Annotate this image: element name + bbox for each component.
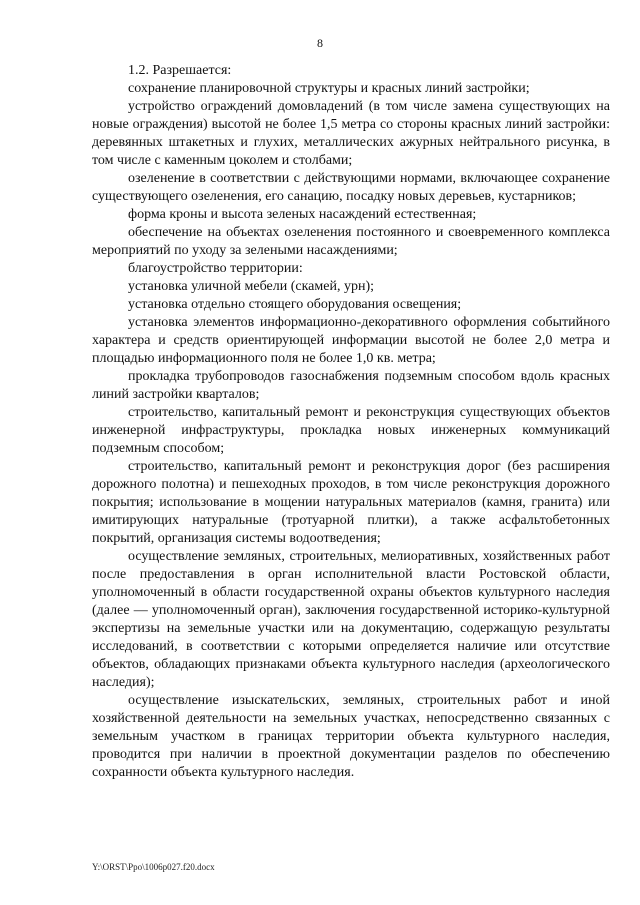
paragraph: обеспечение на объектах озеленения постоянного и своевременного комплекса мероприятий по уходу за зелеными насаждениями;	[92, 225, 610, 258]
document-body	[92, 62, 610, 782]
paragraph: озеленение в соответствии с действующими нормами, включающее сохранение существующего озеленения, его санацию, посадку новых деревьев, кустарников;	[92, 171, 610, 204]
paragraph: строительство, капитальный ремонт и реконструкция дорог (без расширения дорожного полотна) и пешеходных проходов, в том числе реконструкция дорожного покрытия; использование в мощении натуральных материалов (камня, гранита) или имитирующих натуральные (тротуарной плитки), а также асфальтобетонных покрытий, организация системы водоотведения;	[92, 459, 610, 546]
paragraph: осуществление земляных, строительных, мелиоративных, хозяйственных работ после предоставления в орган исполнительной власти Ростовской области, уполномоченный в области государственной охраны объектов культурного наследия (далее — уполномоченный орган), заключения государственной историко-культурной экспертизы на земельные участки или на документацию, содержащую результаты исследований, в соответствии с которыми определяется наличие или отсутствие объектов, обладающих признаками объекта культурного наследия (археологического наследия);	[92, 549, 610, 690]
paragraph: строительство, капитальный ремонт и реконструкция существующих объектов инженерной инфраструктуры, прокладка новых инженерных коммуникаций подземным способом;	[92, 405, 610, 456]
paragraph: установка отдельно стоящего оборудования освещения;	[128, 297, 462, 312]
paragraph: осуществление изыскательских, земляных, строительных работ и иной хозяйственной деятельности на земельных участках, непосредственно связанных с земельным участком в границах территории объекта культурного наследия, проводится при наличии в проектной документации разделов по обеспечению сохранности объекта культурного наследия.	[92, 693, 610, 780]
page-number: 8	[317, 36, 323, 50]
paragraph: форма кроны и высота зеленых насаждений естественная;	[128, 207, 477, 222]
paragraph: благоустройство территории:	[128, 261, 303, 276]
paragraph: устройство ограждений домовладений (в том числе замена существующих на новые ограждения) высотой не более 1,5 метра со стороны красных линий застройки: деревянных штакетных и глухих, металлических ажурных нейтрального рисунка, в том числе с каменным цоколем и столбами;	[92, 99, 610, 168]
paragraph: установка уличной мебели (скамей, урн);	[128, 279, 375, 294]
footer-file-path: Y:\ORST\Ppo\1006p027.f20.docx	[92, 862, 215, 872]
section-heading: 1.2. Разрешается:	[128, 63, 232, 78]
paragraph: прокладка трубопроводов газоснабжения подземным способом вдоль красных линий застройки кварталов;	[92, 369, 610, 402]
paragraph: установка элементов информационно-декоративного оформления событийного характера и средств ориентирующей информации высотой не более 2,0 метра и площадью информационного поля не более 1,0 кв. метра;	[92, 315, 610, 366]
paragraph: сохранение планировочной структуры и красных линий застройки;	[128, 81, 530, 96]
